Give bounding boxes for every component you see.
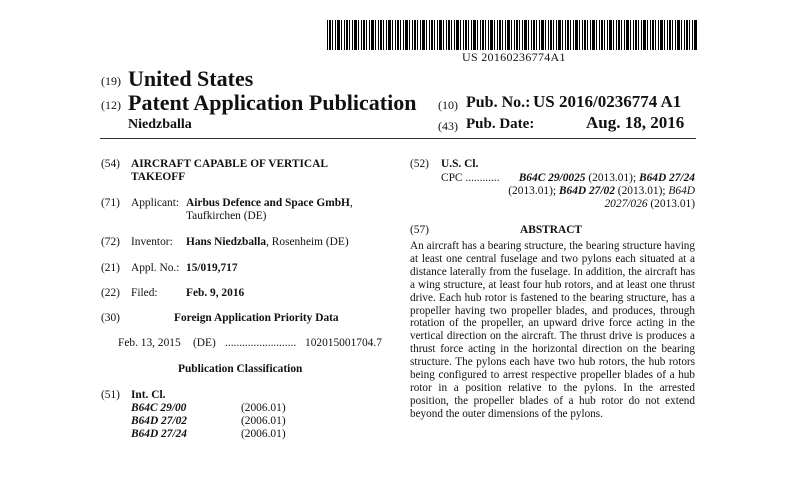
code-21: (21)	[101, 262, 120, 274]
appl-no-label: Appl. No.:	[131, 262, 180, 274]
invention-title-line2: TAKEOFF	[131, 171, 186, 183]
cpc-class-4: B64D	[668, 185, 695, 197]
applicant-name: Airbus Defence and Space GmbH	[186, 197, 350, 209]
code-72: (72)	[101, 236, 120, 248]
int-cl-class: B64D 27/24	[131, 428, 188, 440]
code-12: (12)	[101, 98, 121, 112]
inventor-line	[186, 236, 349, 249]
cpc-line-1	[500, 172, 695, 185]
abstract-heading: ABSTRACT	[520, 224, 583, 236]
cpc-class-4b: 2027/026	[604, 198, 648, 210]
cpc-version-3: (2013.01);	[617, 185, 666, 197]
cpc-version-4: (2013.01)	[650, 198, 695, 210]
pub-no-value: US 2016/0236774 A1	[533, 92, 682, 111]
int-cl-class: B64C 29/00	[131, 402, 187, 414]
barcode-number: US 20160236774A1	[462, 50, 566, 64]
priority-heading: Foreign Application Priority Data	[174, 312, 339, 324]
abstract-text: An aircraft has a bearing structure, the bearing structure having at least one central fuselage and two pylons each situated at a distance laterally from the fuselage. In addition, the aircraft has a wing structure, at least four hub rotors, and at least one thrust drive. Each hub rotor is fastened to the bearing structure, has a propeller having two propeller blades, and produces, through rotation of the propeller, an upward drive force acting in the vertical direction on the aircraft. The thrust drive is produces a thrust force acting in the horizontal direction on the bearing structure. The pylons each have two hub rotors, the hub rotors being configured to arrest respective propeller blades of a hub rotor in a position relative to the pylons. In the arrested position, the propeller blades of a hub rotor do not extend beyond the outer dimensions of the pylons.	[410, 240, 695, 420]
cpc-class-3: B64D 27/02	[558, 185, 615, 197]
code-57: (57)	[410, 224, 429, 236]
cpc-line-3	[410, 198, 695, 211]
code-71: (71)	[101, 197, 120, 209]
pub-date-label: Pub. Date:	[466, 116, 535, 132]
pub-date-value: Aug. 18, 2016	[586, 113, 685, 132]
applicant-line	[186, 197, 353, 210]
priority-country: (DE)	[193, 337, 216, 349]
code-51: (51)	[101, 389, 120, 401]
code-30: (30)	[101, 312, 120, 324]
priority-date: Feb. 13, 2015	[118, 337, 181, 349]
appl-no-value: 15/019,717	[186, 262, 238, 274]
pub-no-label: Pub. No.:	[466, 94, 531, 111]
barcode	[327, 20, 697, 50]
int-cl-version: (2006.01)	[241, 402, 286, 414]
inventor-location: , Rosenheim (DE)	[266, 236, 349, 248]
inventor-name: Hans Niedzballa	[186, 236, 267, 248]
country-title: United States	[128, 66, 254, 91]
priority-dots: .........................	[225, 337, 297, 349]
publication-classification-heading: Publication Classification	[178, 363, 303, 375]
cpc-class-1: B64C 29/0025	[518, 172, 586, 184]
cpc-line-2	[410, 185, 695, 198]
us-cl-label: U.S. Cl.	[441, 158, 479, 170]
int-cl-version: (2006.01)	[241, 415, 286, 427]
code-54: (54)	[101, 158, 120, 170]
code-10: (10)	[438, 98, 458, 112]
inventor-surname: Niedzballa	[128, 117, 192, 132]
int-cl-label: Int. Cl.	[131, 389, 166, 401]
cpc-version-2: (2013.01);	[508, 185, 557, 197]
applicant-suffix: ,	[349, 197, 353, 209]
publication-title: Patent Application Publication	[128, 90, 417, 115]
inventor-label: Inventor:	[131, 236, 173, 248]
code-43: (43)	[438, 119, 458, 133]
code-52: (52)	[410, 158, 429, 170]
header-rule	[100, 138, 696, 139]
int-cl-class: B64D 27/02	[131, 415, 188, 427]
applicant-location: Taufkirchen (DE)	[186, 210, 267, 222]
filed-label: Filed:	[131, 287, 158, 299]
code-19: (19)	[101, 74, 121, 88]
code-22: (22)	[101, 287, 120, 299]
applicant-label: Applicant:	[131, 197, 180, 209]
int-cl-version: (2006.01)	[241, 428, 286, 440]
cpc-version-1: (2013.01);	[588, 172, 637, 184]
cpc-label: CPC ............	[441, 172, 500, 184]
priority-number: 102015001704.7	[305, 337, 382, 349]
cpc-class-2: B64D 27/24	[638, 172, 695, 184]
invention-title-line1: AIRCRAFT CAPABLE OF VERTICAL	[131, 158, 328, 170]
filed-value: Feb. 9, 2016	[186, 287, 245, 299]
